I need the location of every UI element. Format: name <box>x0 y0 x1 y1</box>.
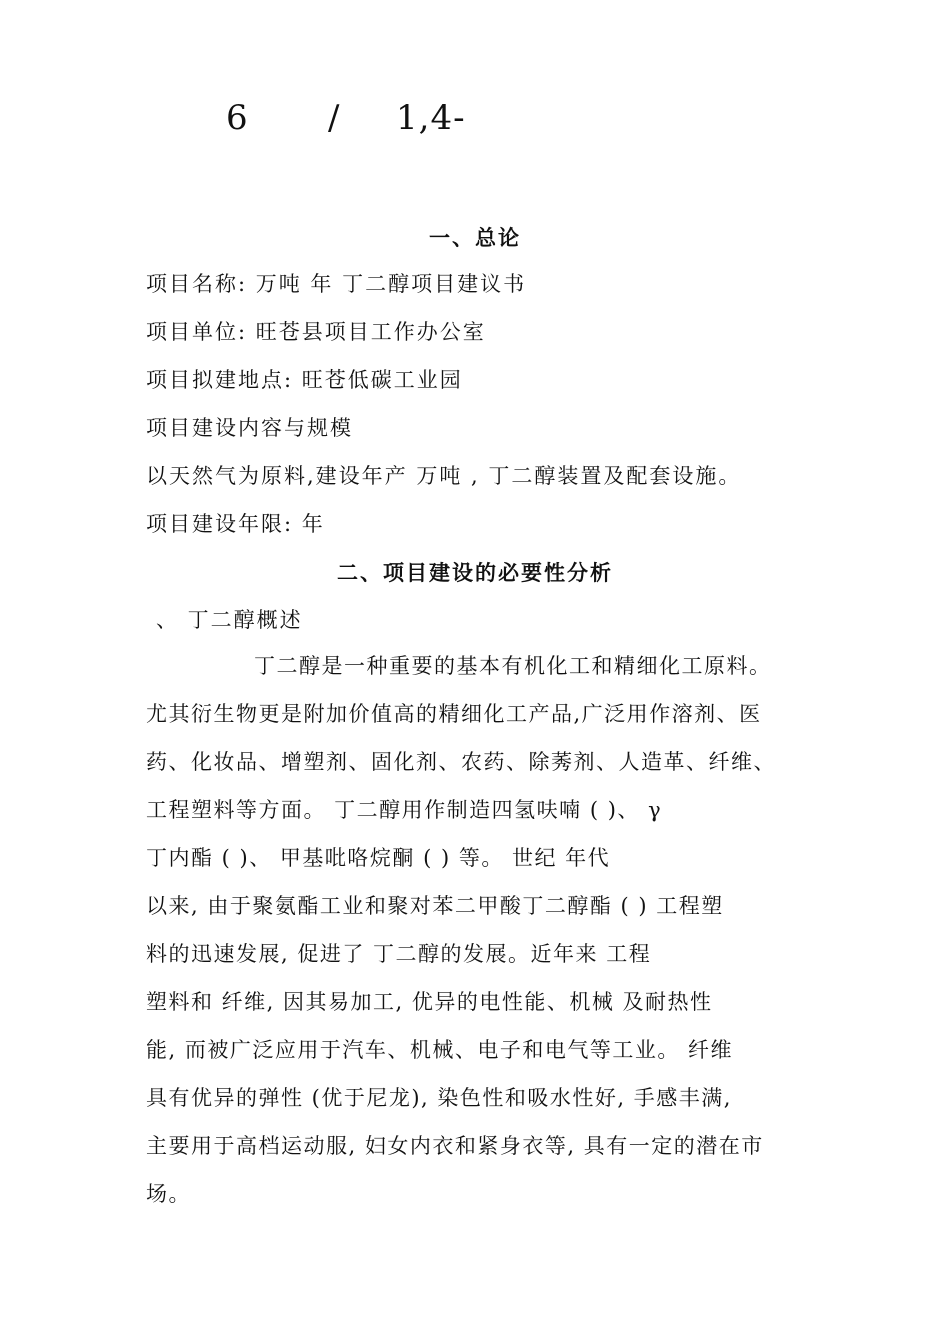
paragraph-line: 能, 而被广泛应用于汽车、机械、电子和电气等工业。 纤维 <box>146 1038 734 1062</box>
paragraph-line: 具有优异的弹性 (优于尼龙), 染色性和吸水性好, 手感丰满, <box>146 1086 732 1110</box>
paragraph-line: 场。 <box>146 1182 191 1206</box>
project-period-line: 项目建设年限: 年 <box>146 512 325 536</box>
paragraph-line: 药、化妆品、增塑剂、固化剂、农药、除莠剂、人造革、纤维、 <box>146 750 776 774</box>
title-part-compound: 1,4- <box>396 98 466 138</box>
project-unit-line: 项目单位: 旺苍县项目工作办公室 <box>146 320 486 344</box>
subsection-heading-overview: 、 丁二醇概述 <box>156 608 303 632</box>
document-title <box>0 98 950 148</box>
paragraph-line: 丁二醇是一种重要的基本有机化工和精细化工原料。 <box>254 654 772 678</box>
paragraph-line: 工程塑料等方面。 丁二醇用作制造四氢呋喃 ( )、 γ <box>146 798 663 822</box>
paragraph-line: 丁内酯 ( )、 甲基吡咯烷酮 ( ) 等。 世纪 年代 <box>146 846 611 870</box>
title-part-number: 6 <box>226 98 249 138</box>
project-name-line: 项目名称: 万吨 年 丁二醇项目建议书 <box>146 272 527 296</box>
section-heading-necessity: 二、项目建设的必要性分析 <box>337 561 613 585</box>
paragraph-line: 主要用于高档运动服, 妇女内衣和紧身衣等, 具有一定的潜在市 <box>146 1134 764 1158</box>
section-heading-general: 一、总论 <box>429 226 521 250</box>
project-site-line: 项目拟建地点: 旺苍低碳工业园 <box>146 368 463 392</box>
paragraph-line: 尤其衍生物更是附加价值高的精细化工产品,广泛用作溶剂、医 <box>146 702 762 726</box>
paragraph-line: 塑料和 纤维, 因其易加工, 优异的电性能、机械 及耐热性 <box>146 990 713 1014</box>
paragraph-line: 以来, 由于聚氨酯工业和聚对苯二甲酸丁二醇酯 ( ) 工程塑 <box>146 894 724 918</box>
paragraph-line: 料的迅速发展, 促进了 丁二醇的发展。近年来 工程 <box>146 942 652 966</box>
overview-paragraph <box>146 651 811 1227</box>
project-raw-material-line: 以天然气为原料,建设年产 万吨 , 丁二醇装置及配套设施。 <box>146 464 742 488</box>
title-part-slash: / <box>328 98 341 138</box>
project-content-line: 项目建设内容与规模 <box>146 416 353 440</box>
